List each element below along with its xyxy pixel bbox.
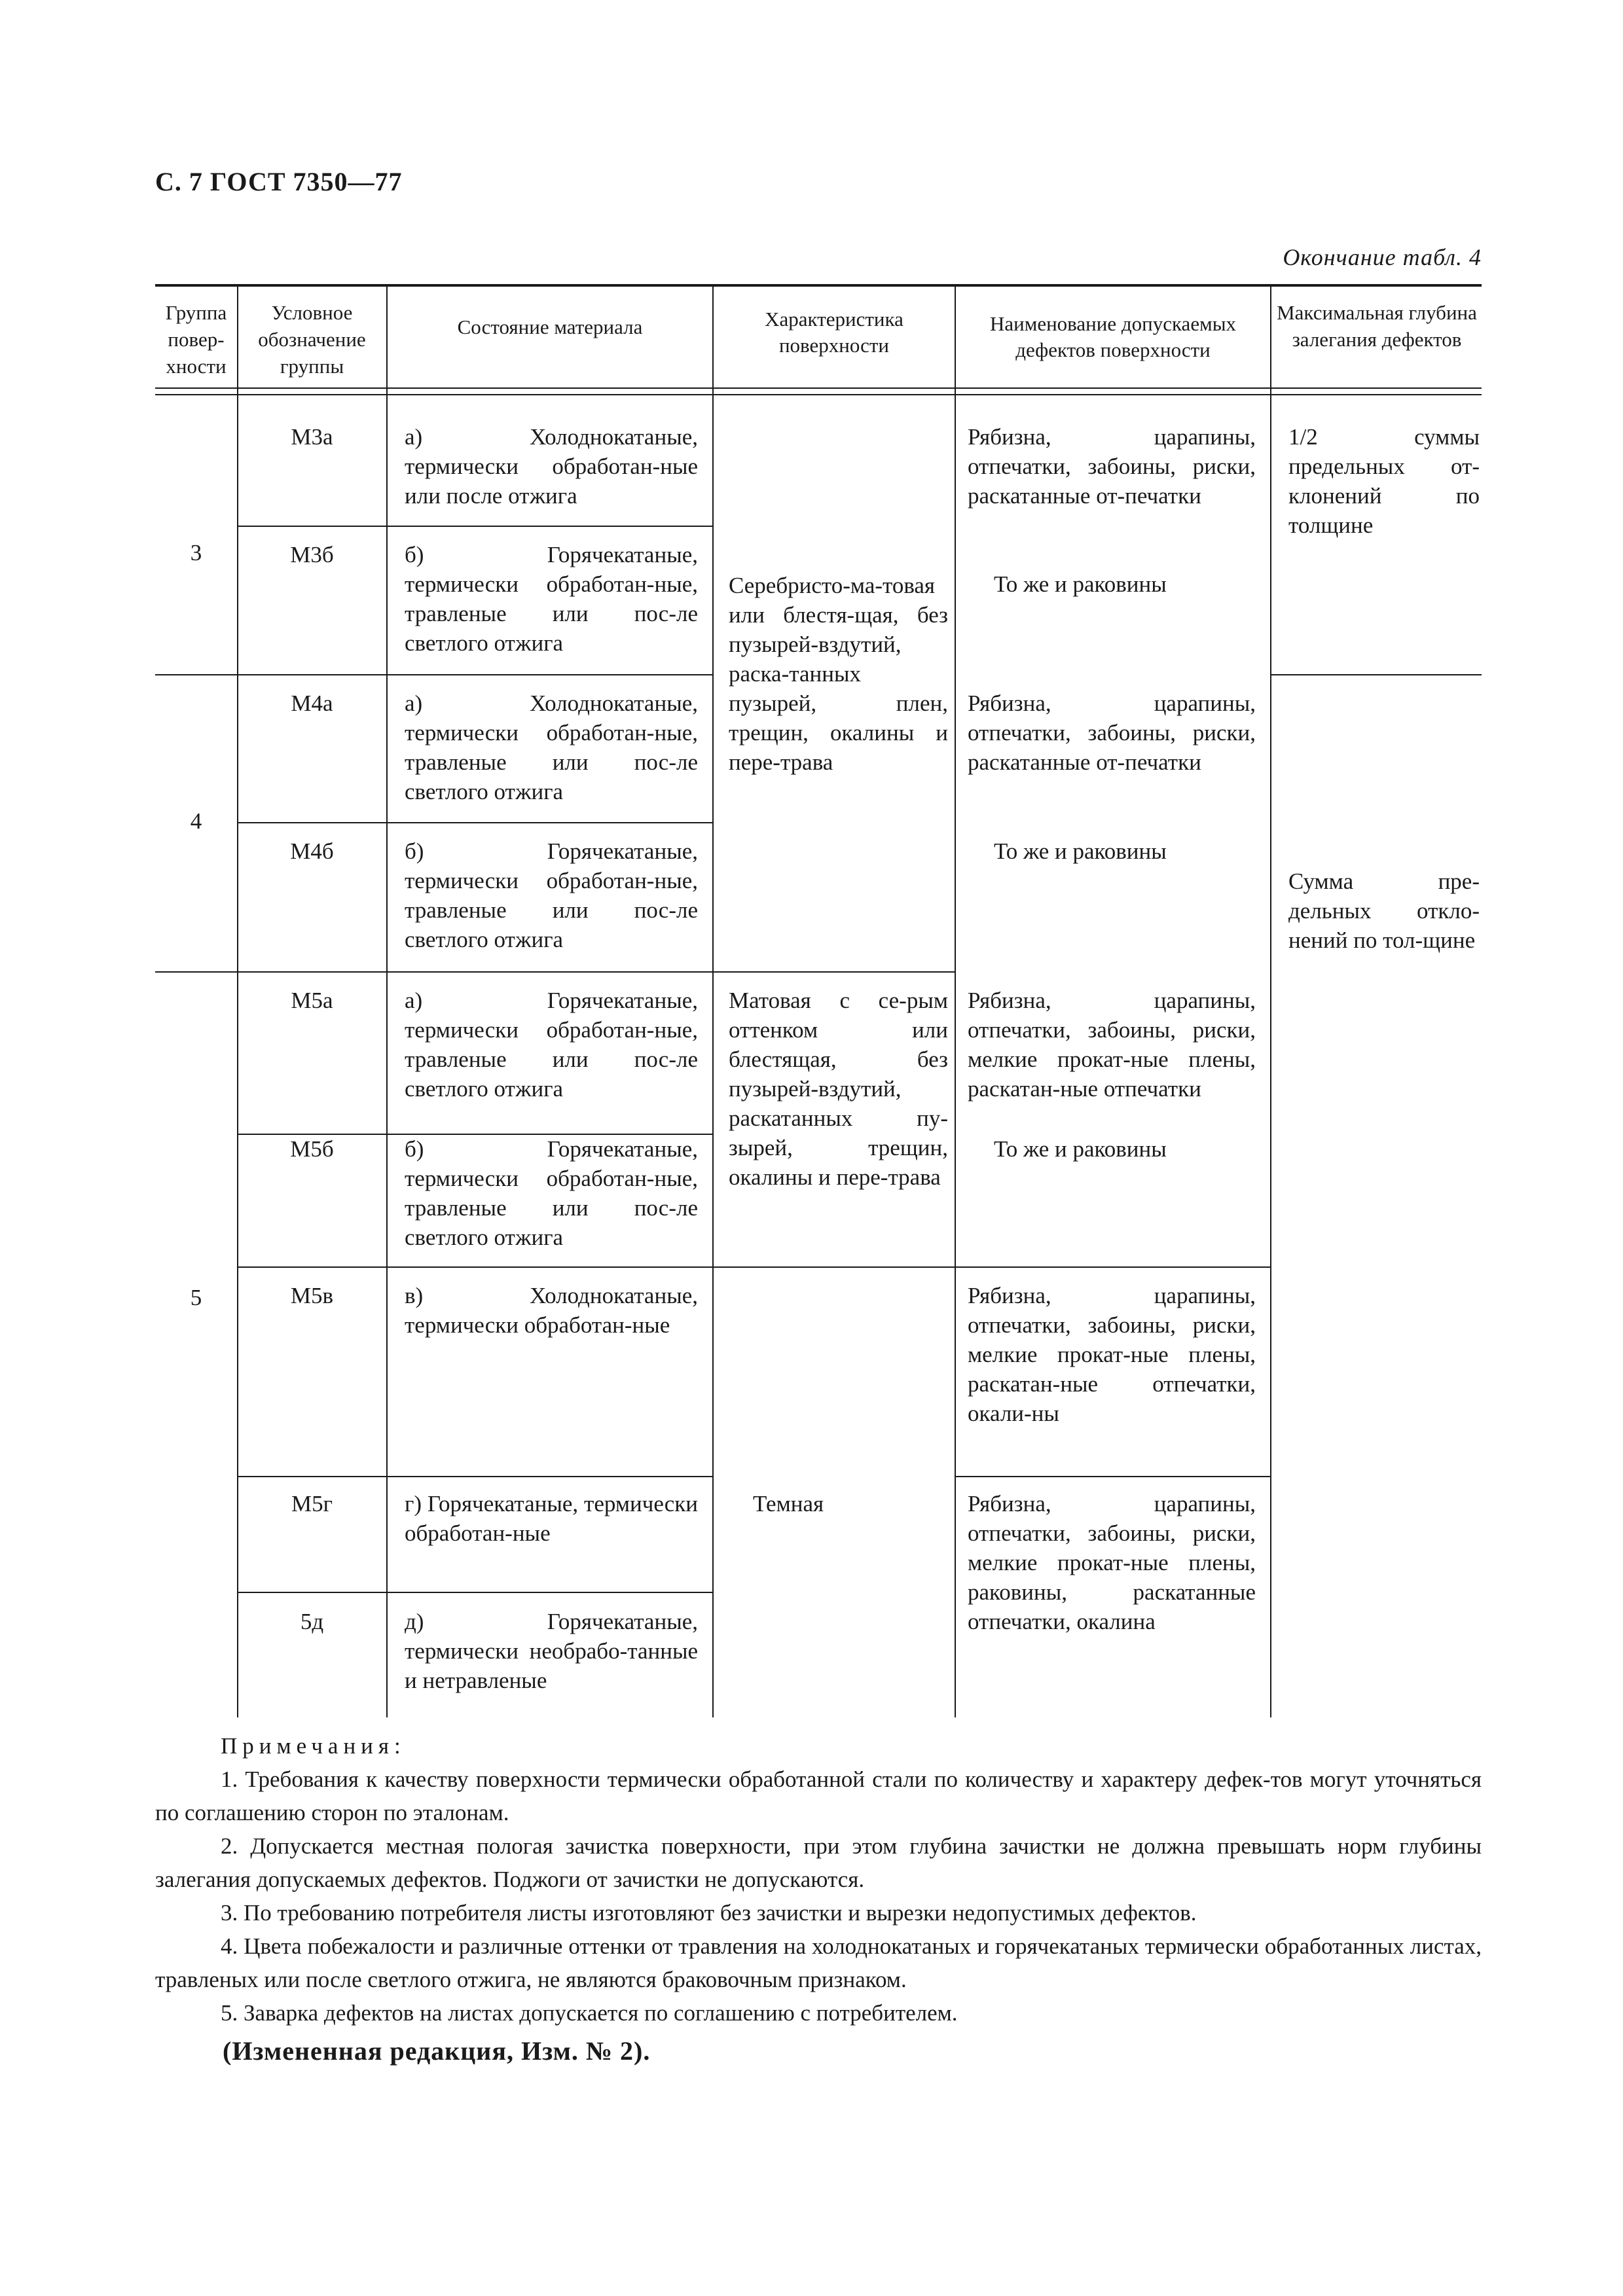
column-header-code: Условное обозначение группы — [258, 301, 366, 378]
page-header: С. 7 ГОСТ 7350—77 — [155, 167, 403, 196]
note-4: 4. Цвета побежалости и различные оттенки от травления на холоднокатаных и горячекатаных термически обработанных листах, травленых или после светлого отжига, не являются браковочным признаком. — [155, 1933, 1482, 1992]
note-1: 1. Требования к качеству поверхности термически обработанной стали по количеству и характеру дефек-тов могут уточняться по соглашению сторон по эталонам. — [155, 1767, 1482, 1825]
state-5d: д) Горячекатаные, термически необрабо-танные и нетравленые — [405, 1609, 698, 1693]
group-5: 5 — [190, 1285, 202, 1310]
code-m5g: М5г — [291, 1491, 333, 1516]
defects-m3b: То же и раковины — [994, 571, 1167, 597]
code-m5b: М5б — [290, 1136, 334, 1162]
state-m3b: б) Горячекатаные, термически обработан-ные, травленые или пос-ле светлого отжига — [405, 542, 698, 656]
notes-title: Примечания: — [221, 1733, 406, 1759]
depth-m4-m5: Сумма пре-дельных откло-нений по тол-щине — [1288, 869, 1480, 953]
note-5: 5. Заварка дефектов на листах допускается по соглашению с потребителем. — [221, 2000, 958, 2026]
code-m3b: М3б — [290, 542, 334, 567]
defects-m4b: То же и раковины — [994, 838, 1167, 864]
code-m3a: М3а — [291, 424, 333, 450]
state-m5b: б) Горячекатаные, термически обработан-ные, травленые или пос-ле светлого отжига — [405, 1136, 698, 1250]
state-m5g: г) Горячекатаные, термически обработан-ные — [405, 1491, 698, 1546]
characteristic-m5a-m5b: Матовая с се-рым оттенком или блестящая, без пузырей-вздутий, раскатанных пу-зырей, трещин, окалины и пере-трава — [729, 988, 948, 1190]
state-m5v: в) Холоднокатаные, термически обработан-ные — [405, 1283, 698, 1338]
code-m4b: М4б — [290, 838, 334, 864]
defects-m5g-5d: Рябизна, царапины, отпечатки, забоины, риски, мелкие прокат-ные плены, раковины, раскатанные отпечатки, окалина — [968, 1491, 1256, 1634]
defects-m5a: Рябизна, царапины, отпечатки, забоины, риски, мелкие прокат-ные плены, раскатан-ные отпечатки — [968, 988, 1256, 1102]
defects-m5v: Рябизна, царапины, отпечатки, забоины, риски, мелкие прокат-ные плены, раскатан-ные отпечатки, окали-ны — [968, 1283, 1256, 1426]
state-m4b: б) Горячекатаные, термически обработан-ные, травленые или пос-ле светлого отжига — [405, 838, 698, 952]
state-m5a: а) Горячекатаные, термически обработан-ные, травленые или пос-ле светлого отжига — [405, 988, 698, 1102]
defects-m3a: Рябизна, царапины, отпечатки, забоины, риски, раскатанные от-печатки — [968, 424, 1256, 509]
amendment-note: (Измененная редакция, Изм. № 2). — [223, 2036, 651, 2066]
group-3: 3 — [190, 540, 202, 565]
note-2: 2. Допускается местная пологая зачистка поверхности, при этом глубина зачистки не должна превышать норм глубины залегания допускаемых дефектов. Поджоги от зачистки не допускаются. — [155, 1833, 1482, 1892]
state-m4a: а) Холоднокатаные, термически обработан-ные, травленые или пос-ле светлого отжига — [405, 691, 698, 804]
depth-m3: 1/2 суммы предельных от-клонений по толщине — [1288, 424, 1480, 538]
notes-section — [155, 1729, 1482, 2030]
code-m5a: М5а — [291, 988, 333, 1013]
characteristic-m3-m4: Серебристо-ма-товая или блестя-щая, без пузырей-вздутий, раска-танных пузырей, плен, трещин, окалины и пере-трава — [729, 573, 948, 775]
defects-m4a: Рябизна, царапины, отпечатки, забоины, риски, раскатанные от-печатки — [968, 691, 1256, 775]
code-m4a: М4а — [291, 691, 333, 716]
group-4: 4 — [190, 808, 202, 834]
characteristic-m5v-5d: Темная — [753, 1491, 824, 1516]
state-m3a: а) Холоднокатаные, термически обработан-ные или после отжига — [405, 424, 698, 509]
column-header-characteristic: Характеристика поверхности — [765, 308, 903, 357]
table-caption: Окончание табл. 4 — [1283, 244, 1482, 270]
code-5d: 5д — [300, 1609, 324, 1634]
defects-m5b: То же и раковины — [994, 1136, 1167, 1162]
code-m5v: М5в — [290, 1283, 334, 1308]
column-header-group: Группа повер-хности — [165, 301, 227, 378]
column-header-state: Состояние материала — [457, 315, 643, 338]
column-header-depth: Максимальная глубина залегания дефектов — [1277, 301, 1477, 351]
column-header-defects: Наименование допускаемых дефектов поверхности — [989, 312, 1237, 361]
note-3: 3. По требованию потребителя листы изготовляют без зачистки и вырезки недопустимых дефектов. — [221, 1900, 1197, 1926]
